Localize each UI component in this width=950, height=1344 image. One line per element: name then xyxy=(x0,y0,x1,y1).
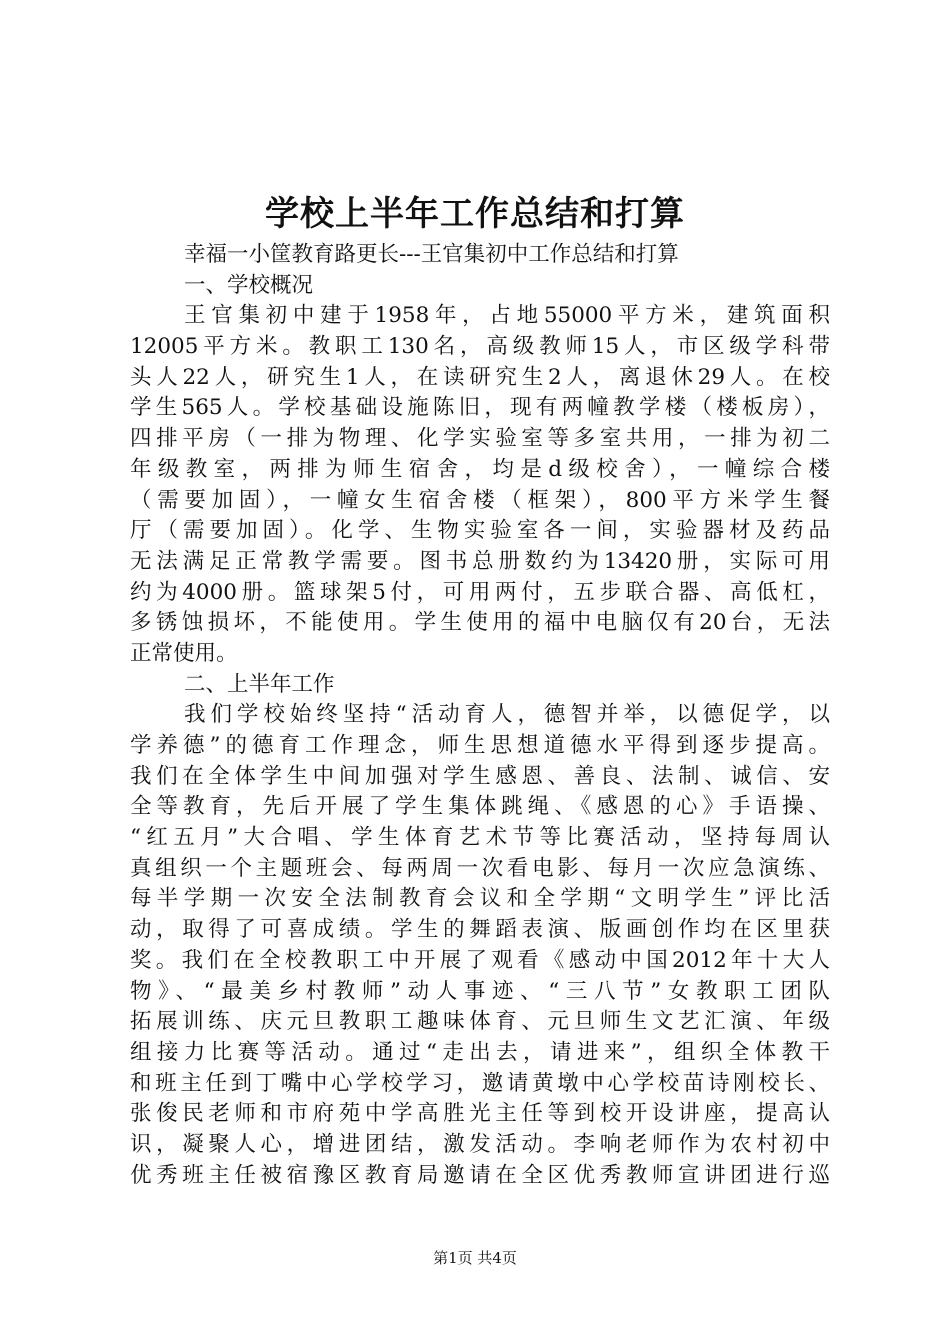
page-footer: 第1页 共4页 xyxy=(433,1249,517,1267)
paragraph-line: 无法满足正常教学需要。图书总册数约为13420册，实际可用 xyxy=(130,548,830,574)
paragraph-line: 动，取得了可喜成绩。学生的舞蹈表演、版画创作均在区里获 xyxy=(130,917,830,943)
paragraph-line: 每半学期一次安全法制教育会议和全学期“文明学生”评比活 xyxy=(130,886,830,912)
paragraph-line: 张俊民老师和市府苑中学高胜光主任等到校开设讲座，提高认 xyxy=(130,1101,830,1127)
paragraph-line: 年级教室，两排为师生宿舍，均是d级校舍），一幢综合楼 xyxy=(130,456,830,482)
section-heading-1: 一、学校概况 xyxy=(184,272,314,298)
document-body xyxy=(130,240,830,1191)
section-heading-2: 二、上半年工作 xyxy=(184,671,335,697)
subtitle-line: 幸福一小筐教育路更长---王官集初中工作总结和打算 xyxy=(184,242,679,267)
paragraph-line: 优秀班主任被宿豫区教育局邀请在全区优秀教师宣讲团进行巡 xyxy=(130,1162,830,1188)
paragraph-line: 正常使用。 xyxy=(130,640,238,666)
paragraph-line: 我们学校始终坚持“活动育人，德智并举，以德促学，以 xyxy=(184,702,830,728)
paragraph-line: 真组织一个主题班会、每两周一次看电影、每月一次应急演练、 xyxy=(130,855,830,881)
paragraph-line: 约为4000册。篮球架5付，可用两付，五步联合器、高低杠， xyxy=(130,579,830,605)
paragraph-line: “红五月”大合唱、学生体育艺术节等比赛活动，坚持每周认 xyxy=(130,825,830,851)
paragraph-line: 12005平方米。教职工130名，高级教师15人，市区级学科带 xyxy=(130,334,830,360)
paragraph-line: 厅（需要加固）。化学、生物实验室各一间，实验器材及药品 xyxy=(130,518,830,544)
paragraph-line: 学养德”的德育工作理念，师生思想道德水平得到逐步提高。 xyxy=(130,733,830,758)
paragraph-line: 全等教育，先后开展了学生集体跳绳、《感恩的心》手语操、 xyxy=(130,794,830,820)
paragraph-line: 组接力比赛等活动。通过“走出去，请进来”，组织全体教干 xyxy=(130,1039,830,1065)
paragraph-line: 识，凝聚人心，增进团结，激发活动。李响老师作为农村初中 xyxy=(130,1131,830,1157)
paragraph-line: 和班主任到丁嘴中心学校学习，邀请黄墩中心学校苗诗刚校长、 xyxy=(130,1070,830,1096)
paragraph-line: 四排平房（一排为物理、化学实验室等多室共用，一排为初二 xyxy=(130,426,830,452)
paragraph-line: 多锈蚀损坏，不能使用。学生使用的福中电脑仅有20台，无法 xyxy=(130,610,830,636)
paragraph-line: 头人22人，研究生1人，在读研究生2人，离退休29人。在校 xyxy=(130,364,830,390)
paragraph-line: 奖。我们在全校教职工中开展了观看《感动中国2012年十大人 xyxy=(130,947,830,973)
paragraph-line: 拓展训练、庆元旦教职工趣味体育、元旦师生文艺汇演、年级 xyxy=(130,1009,830,1035)
paragraph-line: 学生565人。学校基础设施陈旧，现有两幢教学楼（楼板房）， xyxy=(130,395,830,421)
paragraph-line: 我们在全体学生中间加强对学生感恩、善良、法制、诚信、安 xyxy=(130,763,830,789)
document-title: 学校上半年工作总结和打算 xyxy=(265,194,685,234)
paragraph-line: 物》、“最美乡村教师”动人事迹、“三八节”女教职工团队 xyxy=(130,978,830,1004)
paragraph-line: 王官集初中建于1958年，占地55000平方米，建筑面积 xyxy=(184,303,830,329)
paragraph-line: （需要加固），一幢女生宿舍楼（框架），800平方米学生餐 xyxy=(130,487,830,513)
